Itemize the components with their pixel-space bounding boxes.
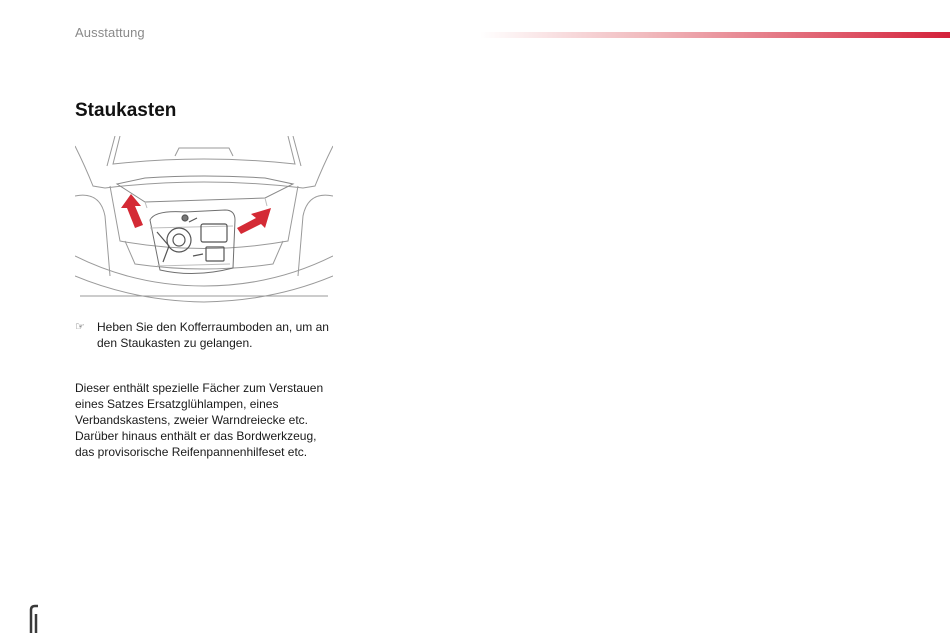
trunk-storage-box-illustration bbox=[75, 136, 333, 308]
page-title: Staukasten bbox=[75, 100, 177, 121]
header-accent-bar bbox=[480, 32, 950, 38]
description-paragraph: Dieser enthält spezielle Fächer zum Verstauen eines Satzes Ersatzglühlampen, eines Verbandskastens, zweier Warndreiecke etc. Darüber hinaus enthält er das Bordwerkzeug, das provisorische Reifenpannenhilfeset etc. bbox=[75, 381, 324, 459]
pointing-hand-icon: ☞ bbox=[75, 321, 85, 333]
section-label: Ausstattung bbox=[75, 25, 145, 40]
instruction-text: Heben Sie den Kofferraumboden an, um an den Staukasten zu gelangen. bbox=[97, 320, 329, 350]
page-number-fragment-icon bbox=[26, 604, 40, 633]
instruction-bullet bbox=[75, 319, 335, 351]
